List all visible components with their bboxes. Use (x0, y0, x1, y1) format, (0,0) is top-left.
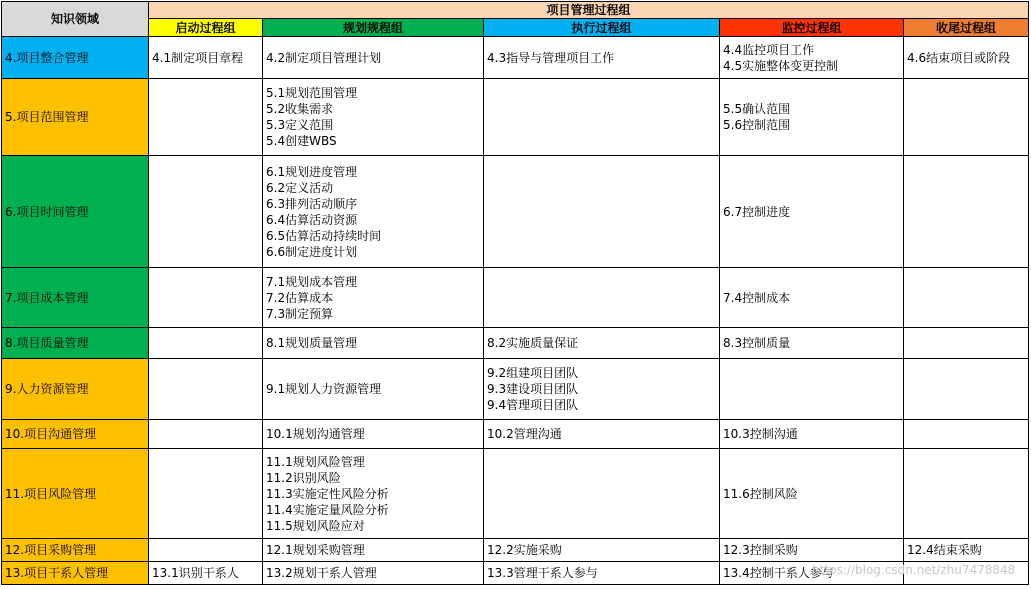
table-row (2, 359, 1029, 420)
table-row (2, 37, 1029, 79)
process-item: 11.1规划风险管理 (266, 454, 365, 469)
process-item: 13.1识别干系人 (152, 566, 239, 580)
process-item: 6.6制定进度计划 (266, 244, 358, 259)
table-row (2, 156, 1029, 268)
process-cell-close (904, 328, 1029, 359)
process-item: 4.5实施整体变更控制 (723, 58, 839, 73)
process-cell-close (904, 449, 1029, 539)
process-item: 5.2收集需求 (266, 102, 334, 116)
process-item: 11.4实施定量风险分析 (266, 502, 389, 517)
process-cell-exec (484, 449, 720, 539)
process-item: 10.1规划沟通管理 (266, 427, 365, 441)
process-cell-plan (263, 79, 484, 156)
process-item: 4.3指导与管理项目工作 (487, 50, 615, 65)
process-cell-mon (720, 562, 904, 585)
closing-group-header: 收尾过程组 (904, 19, 1029, 37)
process-cell-exec (484, 268, 720, 328)
process-cell-exec (484, 562, 720, 585)
process-cell-plan (263, 268, 484, 328)
process-item: 8.3控制质量 (723, 336, 791, 350)
knowledge-area-cell: 6.项目时间管理 (2, 156, 149, 268)
process-item: 4.1制定项目章程 (152, 50, 244, 65)
process-groups-header: 项目管理过程组 (149, 2, 1029, 19)
knowledge-area-cell: 7.项目成本管理 (2, 268, 149, 328)
process-cell-mon (720, 449, 904, 539)
process-item: 9.3建设项目团队 (487, 382, 579, 396)
process-item: 7.4控制成本 (723, 290, 791, 305)
table-row (2, 449, 1029, 539)
process-item: 6.7控制进度 (723, 204, 791, 219)
process-item: 6.1规划进度管理 (266, 164, 358, 179)
process-cell-exec (484, 156, 720, 268)
process-item: 11.3实施定性风险分析 (266, 486, 389, 501)
process-cell-mon (720, 539, 904, 562)
process-item: 9.4管理项目团队 (487, 398, 579, 412)
process-cell-close (904, 268, 1029, 328)
planning-group-header: 规划规程组 (263, 19, 484, 37)
process-item: 12.2实施采购 (487, 543, 562, 557)
process-cell-mon (720, 156, 904, 268)
process-item: 11.2识别风险 (266, 470, 341, 485)
process-item: 5.6控制范围 (723, 118, 791, 132)
process-cell-plan (263, 420, 484, 449)
process-item: 7.2估算成本 (266, 290, 334, 305)
process-cell-init (149, 156, 263, 268)
process-item: 6.4估算活动资源 (266, 212, 358, 227)
knowledge-area-cell: 13.项目干系人管理 (2, 562, 149, 585)
process-cell-init (149, 359, 263, 420)
process-cell-close (904, 539, 1029, 562)
process-item: 7.1规划成本管理 (266, 274, 358, 289)
process-item: 10.3控制沟通 (723, 427, 798, 441)
knowledge-area-cell: 10.项目沟通管理 (2, 420, 149, 449)
process-item: 10.2管理沟通 (487, 427, 562, 441)
process-item: 12.1规划采购管理 (266, 543, 365, 557)
process-cell-init (149, 539, 263, 562)
knowledge-area-cell: 4.项目整合管理 (2, 37, 149, 79)
process-item: 5.1规划范围管理 (266, 86, 358, 100)
process-item: 6.5估算活动持续时间 (266, 228, 382, 243)
process-item: 4.2制定项目管理计划 (266, 50, 382, 65)
process-cell-exec (484, 79, 720, 156)
process-cell-init (149, 268, 263, 328)
process-item: 7.3制定预算 (266, 306, 334, 321)
process-item: 13.2规划干系人管理 (266, 566, 377, 580)
process-cell-close (904, 37, 1029, 79)
process-cell-plan (263, 156, 484, 268)
process-item: 12.4结束采购 (907, 543, 982, 557)
process-cell-plan (263, 539, 484, 562)
table-row (2, 539, 1029, 562)
process-cell-exec (484, 328, 720, 359)
knowledge-area-cell: 12.项目采购管理 (2, 539, 149, 562)
process-cell-init (149, 79, 263, 156)
monitoring-group-header: 监控过程组 (720, 19, 904, 37)
watermark: https://blog.csdn.net/zhu7478848 (812, 563, 1016, 577)
knowledge-area-cell: 8.项目质量管理 (2, 328, 149, 359)
process-item: 11.6控制风险 (723, 486, 798, 501)
knowledge-area-cell: 11.项目风险管理 (2, 449, 149, 539)
process-cell-plan (263, 562, 484, 585)
process-item: 5.3定义范围 (266, 118, 334, 132)
initiating-group-header: 启动过程组 (149, 19, 263, 37)
process-cell-init (149, 420, 263, 449)
knowledge-area-cell: 9.人力资源管理 (2, 359, 149, 420)
process-cell-init (149, 449, 263, 539)
process-cell-exec (484, 359, 720, 420)
process-cell-plan (263, 328, 484, 359)
process-item: 4.6结束项目或阶段 (907, 50, 1011, 65)
process-item: 4.4监控项目工作 (723, 42, 815, 57)
knowledge-area-cell: 5.项目范围管理 (2, 79, 149, 156)
process-cell-mon (720, 359, 904, 420)
process-item: 13.3管理干系人参与 (487, 566, 598, 580)
process-cell-mon (720, 37, 904, 79)
process-cell-plan (263, 37, 484, 79)
process-cell-exec (484, 420, 720, 449)
process-item: 9.2组建项目团队 (487, 366, 579, 380)
process-item: 6.2定义活动 (266, 180, 334, 195)
table-row (2, 79, 1029, 156)
process-cell-exec (484, 37, 720, 79)
process-cell-close (904, 79, 1029, 156)
executing-group-header: 执行过程组 (484, 19, 720, 37)
process-item: 5.5确认范围 (723, 102, 791, 116)
process-item: 8.1规划质量管理 (266, 336, 358, 350)
process-item: 6.3排列活动顺序 (266, 196, 358, 211)
table-row (2, 268, 1029, 328)
process-cell-init (149, 328, 263, 359)
process-item: 8.2实施质量保证 (487, 336, 579, 350)
process-cell-close (904, 359, 1029, 420)
table-row (2, 420, 1029, 449)
process-item: 13.4控制干系人参与 (723, 566, 834, 580)
process-cell-close (904, 562, 1029, 585)
process-groups-table (1, 1, 1029, 585)
process-cell-init (149, 37, 263, 79)
table-row (2, 328, 1029, 359)
process-cell-exec (484, 539, 720, 562)
process-item: 5.4创建WBS (266, 134, 337, 148)
process-cell-mon (720, 420, 904, 449)
process-item: 12.3控制采购 (723, 543, 798, 557)
process-cell-close (904, 420, 1029, 449)
process-cell-plan (263, 359, 484, 420)
process-cell-init (149, 562, 263, 585)
process-cell-mon (720, 268, 904, 328)
table-row (2, 562, 1029, 585)
process-item: 9.1规划人力资源管理 (266, 382, 382, 396)
process-cell-close (904, 156, 1029, 268)
knowledge-area-header: 知识领域 (2, 2, 149, 37)
process-cell-plan (263, 449, 484, 539)
process-cell-mon (720, 328, 904, 359)
process-item: 11.5规划风险应对 (266, 518, 365, 533)
process-cell-mon (720, 79, 904, 156)
